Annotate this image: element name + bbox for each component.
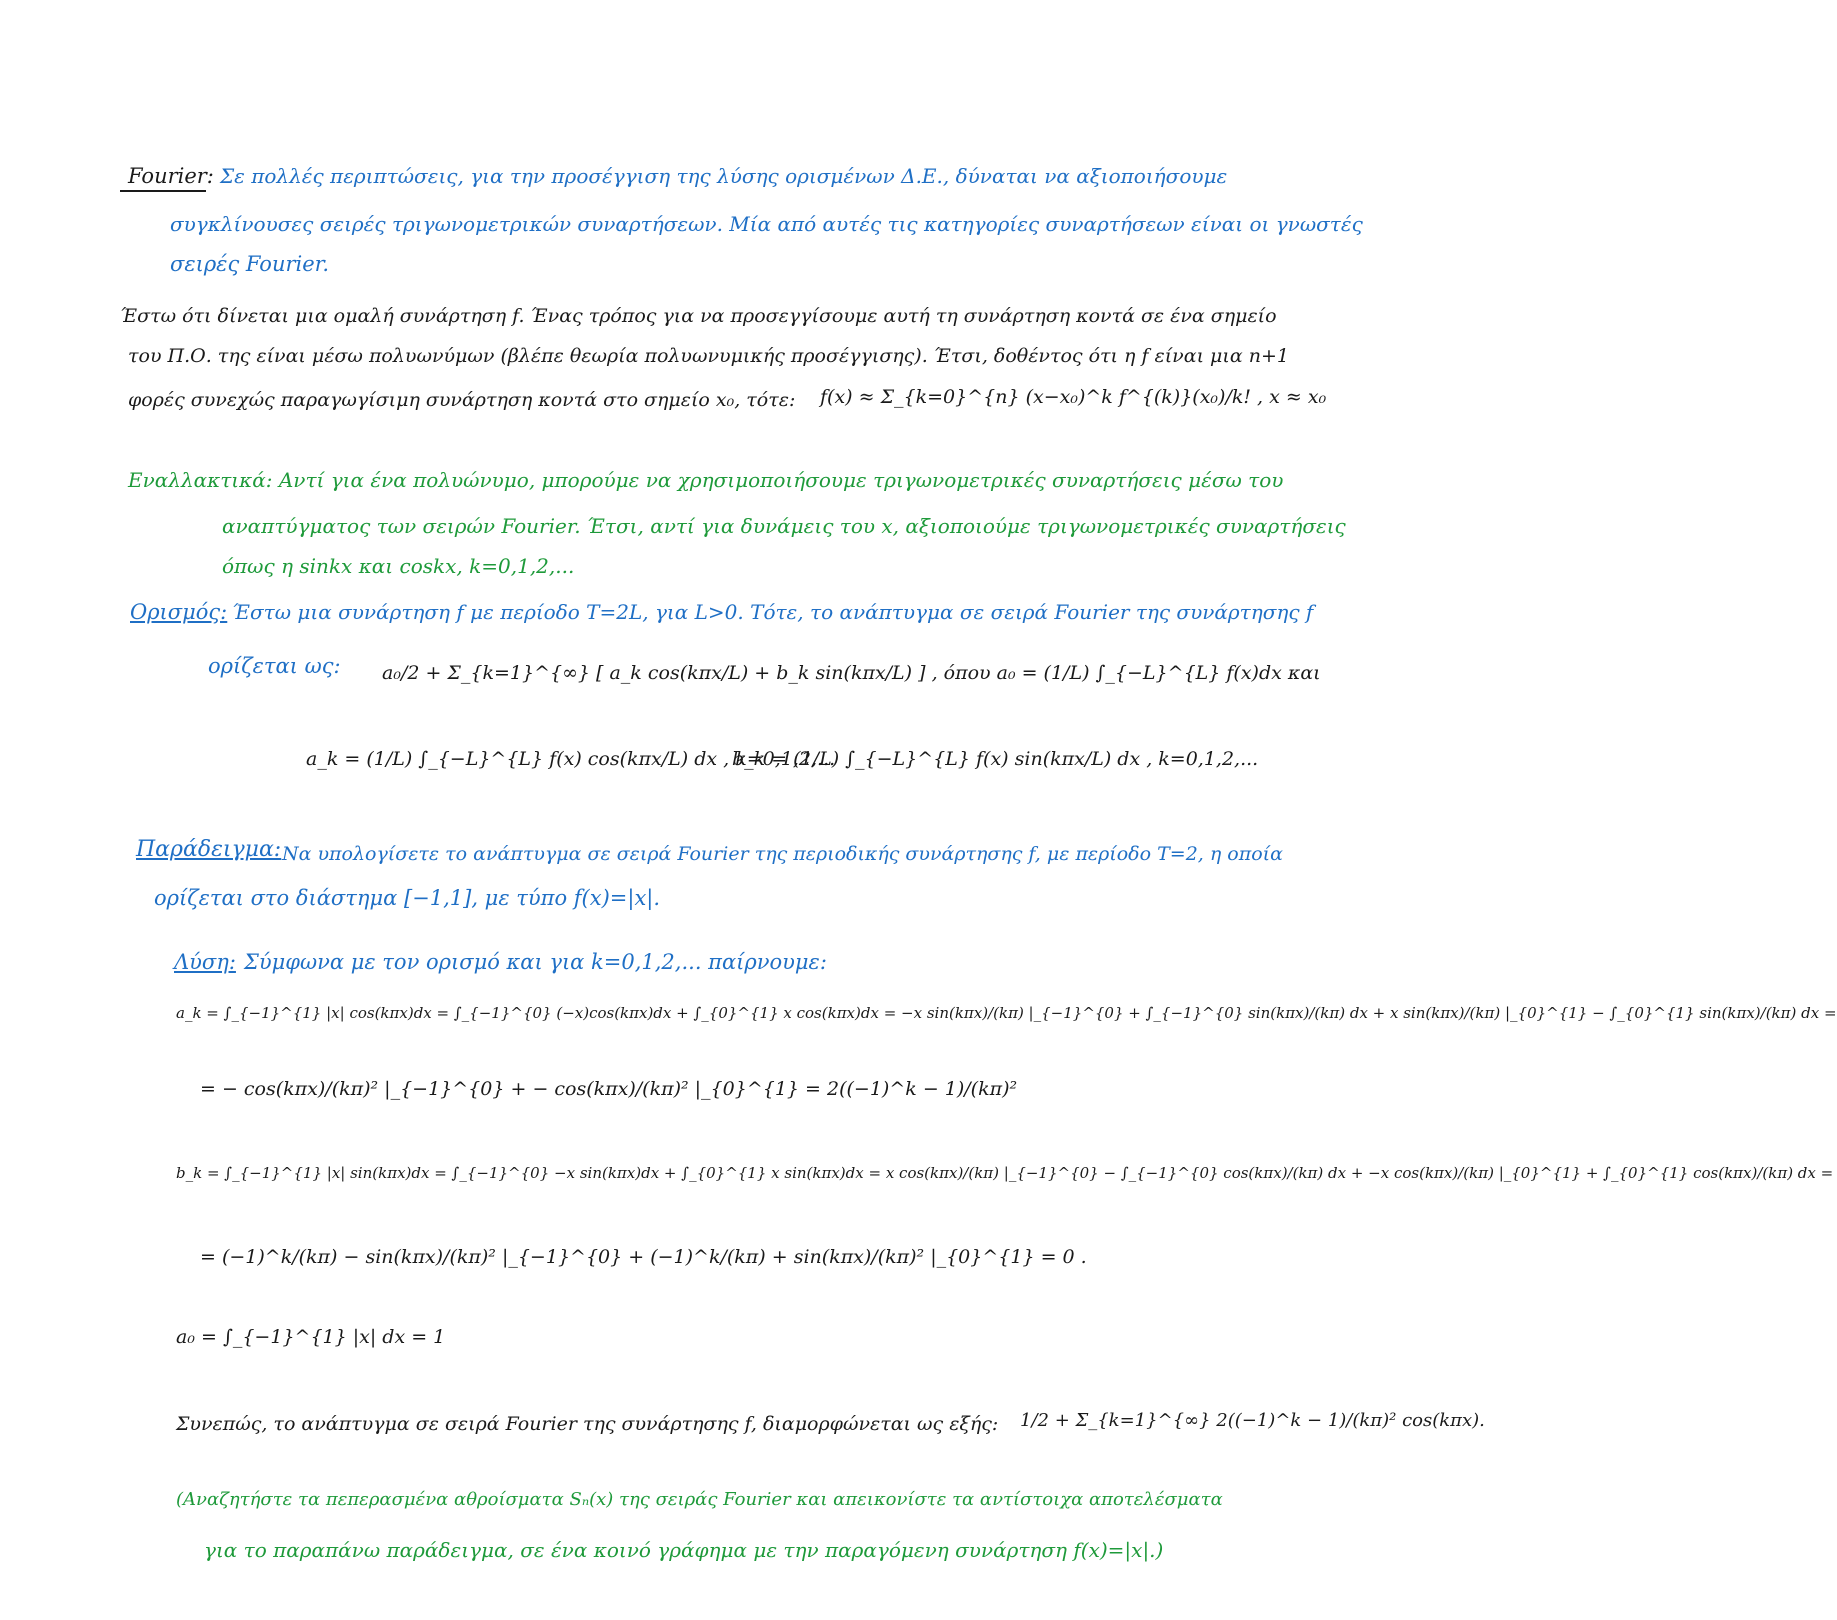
exercise-line-1: (Αναζητήστε τα πεπερασμένα αθροίσματα Sₙ(x) της σειράς Fourier και απεικονίστε τα αντίστοιχα αποτελέσματα — [176, 1489, 1223, 1510]
example-line-2: ορίζεται στο διάστημα [−1,1], με τύπο f(x)=|x|. — [154, 886, 661, 910]
alternative-line-3: όπως η sinkx και coskx, k=0,1,2,... — [222, 554, 575, 578]
bk-derivation-line-1: b_k = ∫_{−1}^{1} |x| sin(kπx)dx = ∫_{−1}^{0} −x sin(kπx)dx + ∫_{0}^{1} x sin(kπx)dx = x cos(kπx)/(kπ) |_{−1}^{0} − ∫_{−1}^{0} cos(kπx)/(kπ) dx + −x cos(kπx)/(kπ) |_{0}^{1} + ∫_{0}^{1} cos(kπx)/(kπ) dx = — [176, 1164, 1834, 1182]
definition-label: Ορισμός: — [130, 600, 228, 624]
definition-line-1: Έστω μια συνάρτηση f με περίοδο T=2L, για L>0. Τότε, το ανάπτυγμα σε σειρά Fourier της συνάρτησης f — [232, 600, 1314, 624]
ak-derivation-line-2: = − cos(kπx)/(kπ)² |_{−1}^{0} + − cos(kπx)/(kπ)² |_{0}^{1} = 2((−1)^k − 1)/(kπ)² — [200, 1078, 1018, 1100]
fourier-label-underline — [120, 190, 206, 192]
alternative-line-2: αναπτύγματος των σειρών Fourier. Έτσι, αντί για δυνάμεις του x, αξιοποιούμε τριγωνομετρικές συναρτήσεις — [222, 514, 1346, 538]
solution-label: Λύση: — [174, 950, 236, 974]
taylor-line-3: φορές συνεχώς παραγωγίσιμη συνάρτηση κοντά στο σημείο x₀, τότε: — [128, 389, 796, 411]
exercise-line-2: για το παραπάνω παράδειγμα, σε ένα κοινό γράφημα με την παραγόμενη συνάρτηση f(x)=|x|.) — [204, 1538, 1164, 1562]
bk-coefficient-formula: b_k = (1/L) ∫_{−L}^{L} f(x) sin(kπx/L) dx , k=0,1,2,... — [732, 748, 1259, 770]
a0-formula: a₀ = ∫_{−1}^{1} |x| dx = 1 — [176, 1326, 446, 1348]
fourier-intro-line-2: συγκλίνουσες σειρές τριγωνομετρικών συναρτήσεων. Μία από αυτές τις κατηγορίες συναρτήσεων είναι οι γνωστές — [170, 212, 1363, 236]
taylor-formula: f(x) ≈ Σ_{k=0}^{n} (x−x₀)^k f^{(k)}(x₀)/k! , x ≈ x₀ — [820, 386, 1327, 408]
fourier-label: Fourier: — [128, 164, 214, 188]
ak-coefficient-formula: a_k = (1/L) ∫_{−L}^{L} f(x) cos(kπx/L) dx , k=0,1,2,... — [306, 748, 836, 770]
example-line-1: Να υπολογίσετε το ανάπτυγμα σε σειρά Fourier της περιοδικής συνάρτησης f, με περίοδο T=2, η οποία — [282, 843, 1283, 865]
fourier-series-formula: a₀/2 + Σ_{k=1}^{∞} [ a_k cos(kπx/L) + b_k sin(kπx/L) ] , όπου a₀ = (1/L) ∫_{−L}^{L} f(x)dx και — [382, 662, 1321, 684]
solution-line-1: Σύμφωνα με τον ορισμό και για k=0,1,2,... παίρνουμε: — [244, 950, 827, 974]
taylor-line-2: του Π.Ο. της είναι μέσω πολυωνύμων (βλέπε θεωρία πολυωνυμικής προσέγγισης). Έτσι, δοθέντος ότι η f είναι μια n+1 — [128, 345, 1289, 367]
alternative-line-1: Εναλλακτικά: Αντί για ένα πολυώνυμο, μπορούμε να χρησιμοποιήσουμε τριγωνομετρικές συναρτήσεις μέσω του — [128, 468, 1284, 492]
fourier-intro-line-3: σειρές Fourier. — [170, 252, 330, 276]
taylor-line-1: Έστω ότι δίνεται μια ομαλή συνάρτηση f. Ένας τρόπος για να προσεγγίσουμε αυτή τη συνάρτηση κοντά σε ένα σημείο — [120, 305, 1277, 327]
conclusion-line: Συνεπώς, το ανάπτυγμα σε σειρά Fourier της συνάρτησης f, διαμορφώνεται ως εξής: — [176, 1413, 999, 1435]
ak-derivation-line-1: a_k = ∫_{−1}^{1} |x| cos(kπx)dx = ∫_{−1}^{0} (−x)cos(kπx)dx + ∫_{0}^{1} x cos(kπx)dx = −x sin(kπx)/(kπ) |_{−1}^{0} + ∫_{−1}^{0} sin(kπx)/(kπ) dx + x sin(kπx)/(kπ) |_{0}^{1} − ∫_{0}^{1} sin(kπx)/(kπ) dx = — [176, 1004, 1837, 1022]
conclusion-formula: 1/2 + Σ_{k=1}^{∞} 2((−1)^k − 1)/(kπ)² cos(kπx). — [1020, 1410, 1485, 1431]
definition-line-2: ορίζεται ως: — [208, 654, 341, 678]
bk-derivation-line-2: = (−1)^k/(kπ) − sin(kπx)/(kπ)² |_{−1}^{0} + (−1)^k/(kπ) + sin(kπx)/(kπ)² |_{0}^{1} = 0 . — [200, 1246, 1087, 1268]
example-label: Παράδειγμα: — [136, 837, 282, 862]
fourier-intro-line-1: Σε πολλές περιπτώσεις, για την προσέγγιση της λύσης ορισμένων Δ.Ε., δύναται να αξιοποιήσουμε — [220, 164, 1228, 188]
